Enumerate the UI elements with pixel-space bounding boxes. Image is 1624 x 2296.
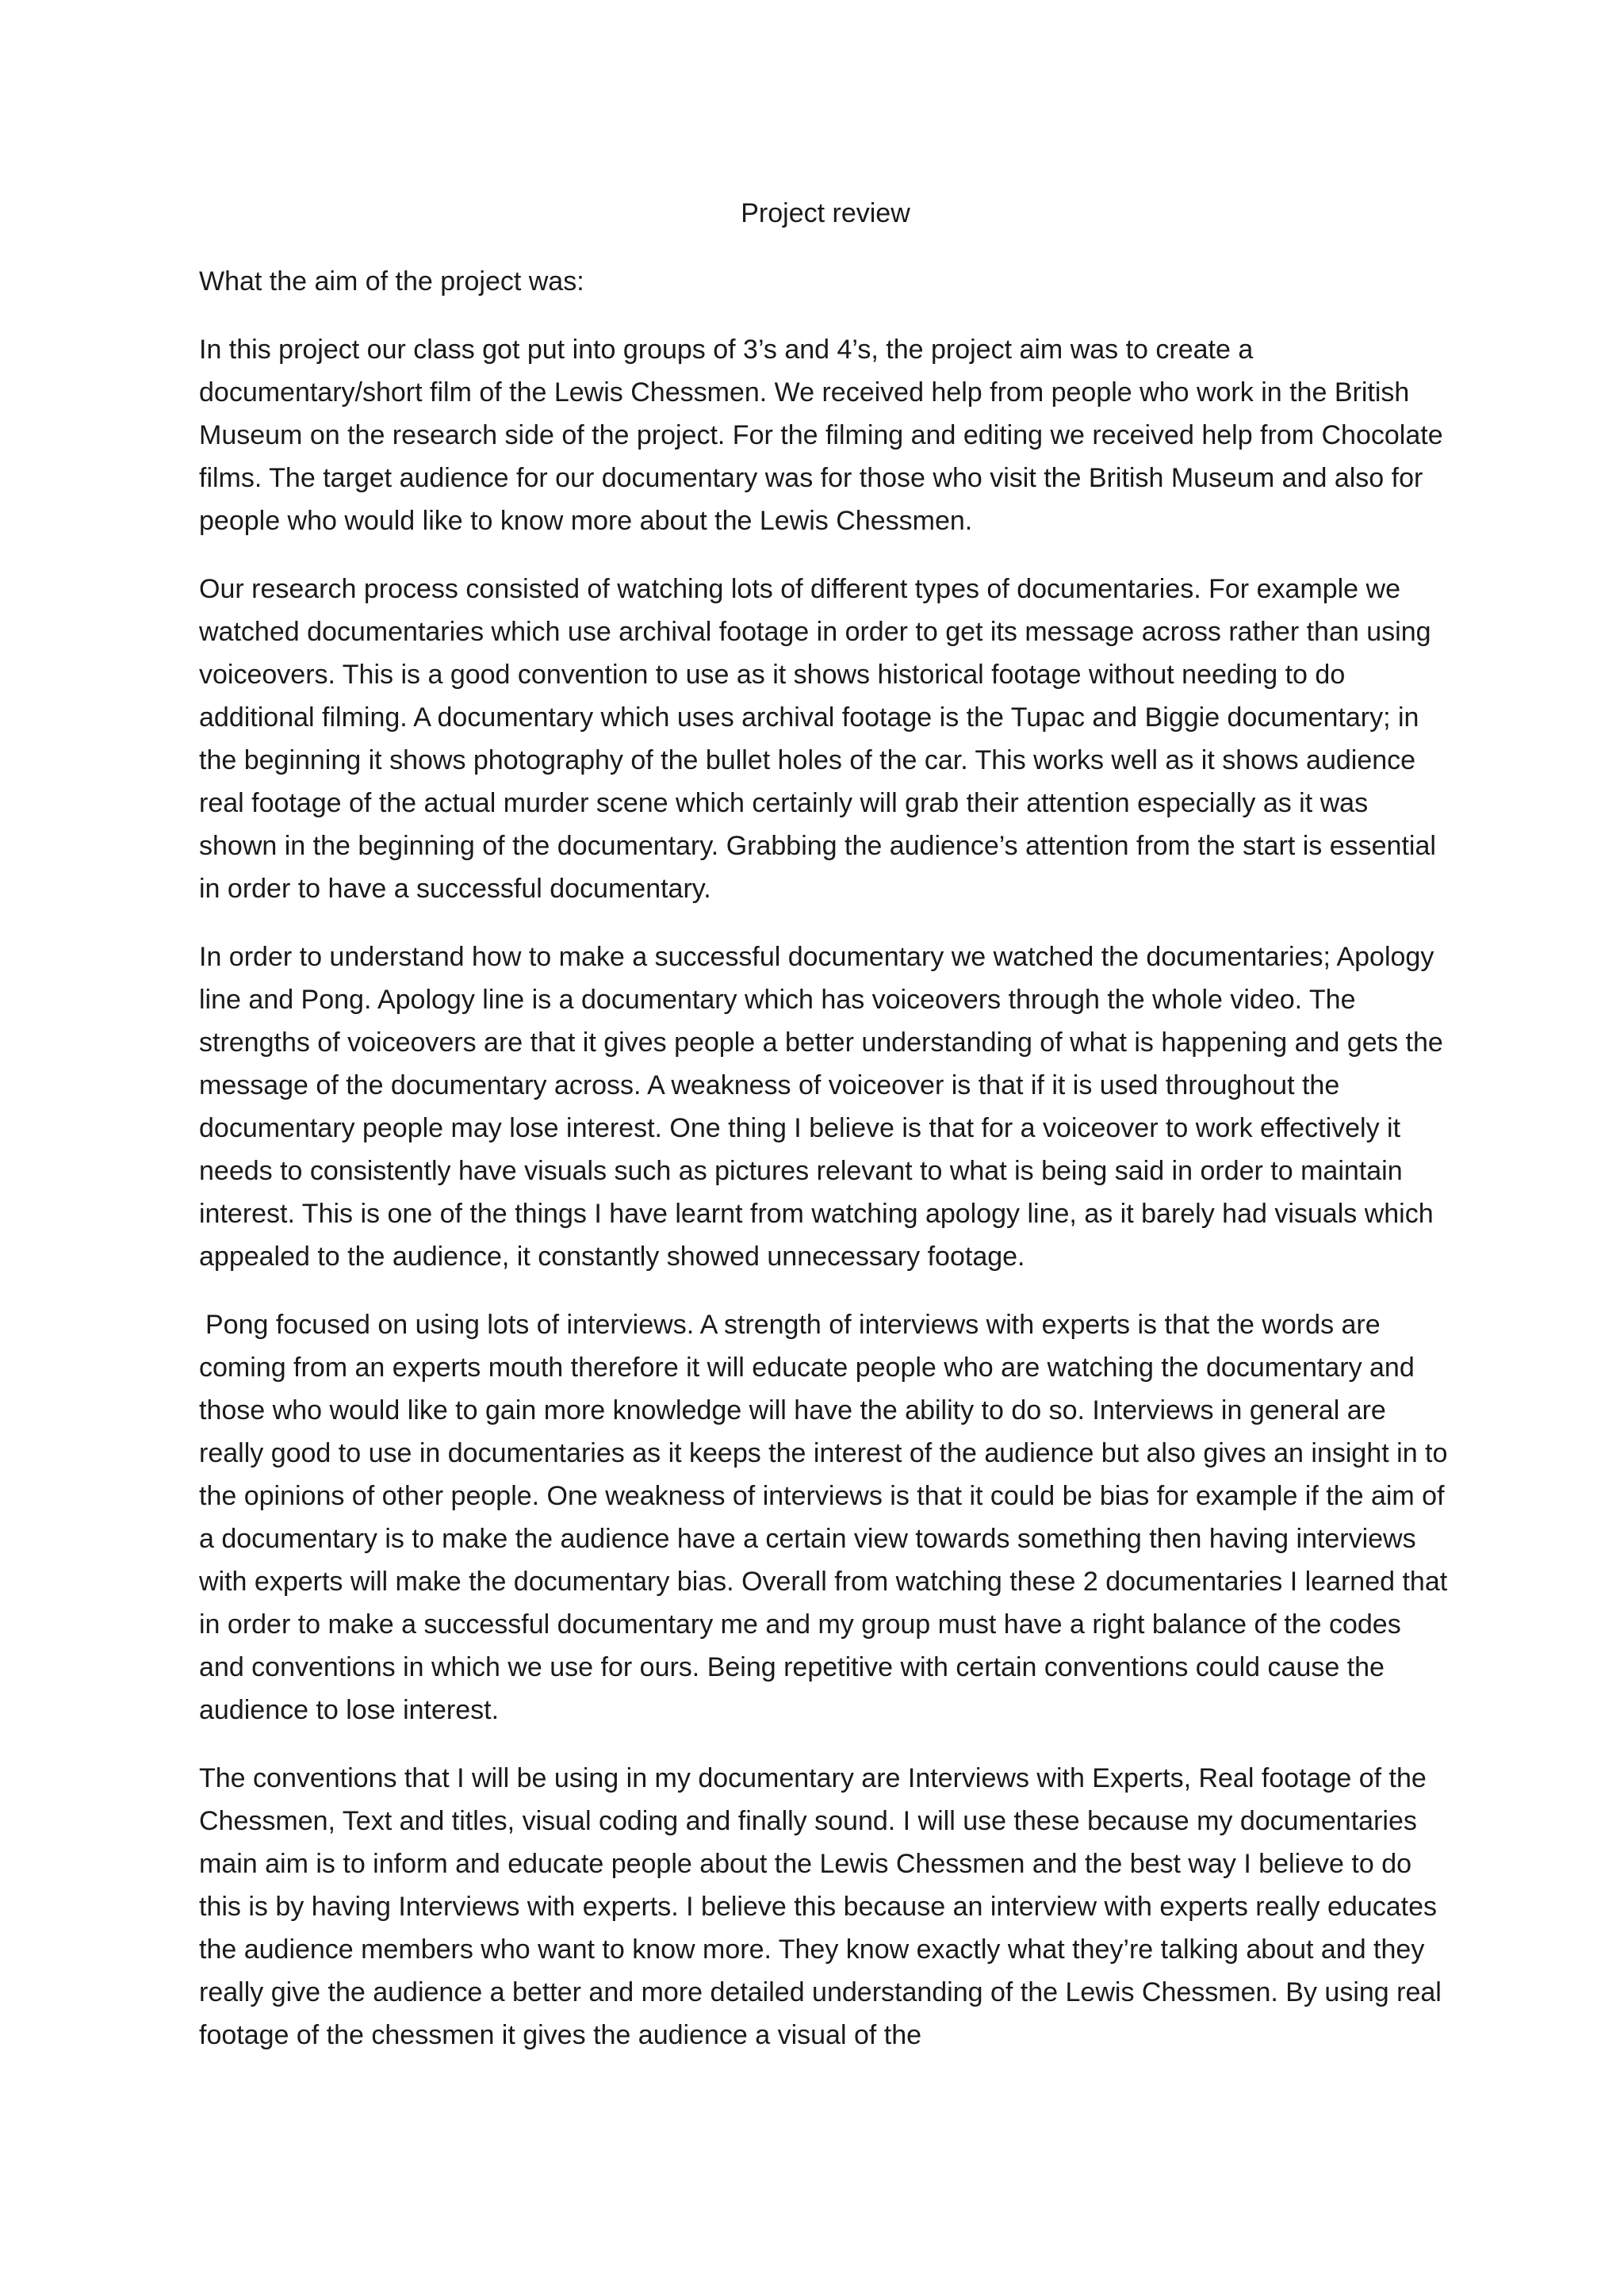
document-page	[199, 192, 1452, 2082]
paragraph-project-aim: In this project our class got put into groups of 3’s and 4’s, the project aim was to create a documentary/short film of the Lewis Chessmen. We received help from people who work in the British Museum on the research side of the project. For the filming and editing we received help from Chocolate films. The target audience for our documentary was for those who visit the British Museum and also for people who would like to know more about the Lewis Chessmen.	[199, 335, 1443, 536]
document-title: Project review	[741, 198, 910, 228]
section-heading: What the aim of the project was:	[199, 266, 584, 297]
paragraph-research-process: Our research process consisted of watching lots of different types of documentaries. For example we watched documentaries which use archival footage in order to get its message across rather than using voiceovers. This is a good convention to use as it shows historical footage without needing to do additional filming. A documentary which uses archival footage is the Tupac and Biggie documentary; in the beginning it shows photography of the bullet holes of the car. This works well as it shows audience real footage of the actual murder scene which certainly will grab their attention especially as it was shown in the beginning of the documentary. Grabbing the audience’s attention from the start is essential in order to have a successful documentary.	[199, 574, 1436, 904]
paragraph-apology-line: In order to understand how to make a successful documentary we watched the documentaries; Apology line and Pong. Apology line is a documentary which has voiceovers through the whole video. The strengths of voiceovers are that it gives people a better understanding of what is happening and gets the message of the documentary across. A weakness of voiceover is that if it is used throughout the documentary people may lose interest. One thing I believe is that for a voiceover to work effectively it needs to consistently have visuals such as pictures relevant to what is being said in order to maintain interest. This is one of the things I have learnt from watching apology line, as it barely had visuals which appealed to the audience, it constantly showed unnecessary footage.	[199, 942, 1443, 1272]
paragraph-conventions: The conventions that I will be using in my documentary are Interviews with Experts, Real footage of the Chessmen, Text and titles, visual coding and finally sound. I will use these because my documentaries main aim is to inform and educate people about the Lewis Chessmen and the best way I believe to do this is by having Interviews with experts. I believe this because an interview with experts really educates the audience members who want to know more. They know exactly what they’re talking about and they really give the audience a better and more detailed understanding of the Lewis Chessmen. By using real footage of the chessmen it gives the audience a visual of the	[199, 1763, 1442, 2050]
paragraph-pong: Pong focused on using lots of interviews. A strength of interviews with experts is that the words are coming from an experts mouth therefore it will educate people who are watching the documentary and those who would like to gain more knowledge will have the ability to do so. Interviews in general are really good to use in documentaries as it keeps the interest of the audience but also gives an insight in to the opinions of other people. One weakness of interviews is that it could be bias for example if the aim of a documentary is to make the audience have a certain view towards something then having interviews with experts will make the documentary bias. Overall from watching these 2 documentaries I learned that in order to make a successful documentary me and my group must have a right balance of the codes and conventions in which we use for ours. Being repetitive with certain conventions could cause the audience to lose interest.	[199, 1310, 1448, 1725]
